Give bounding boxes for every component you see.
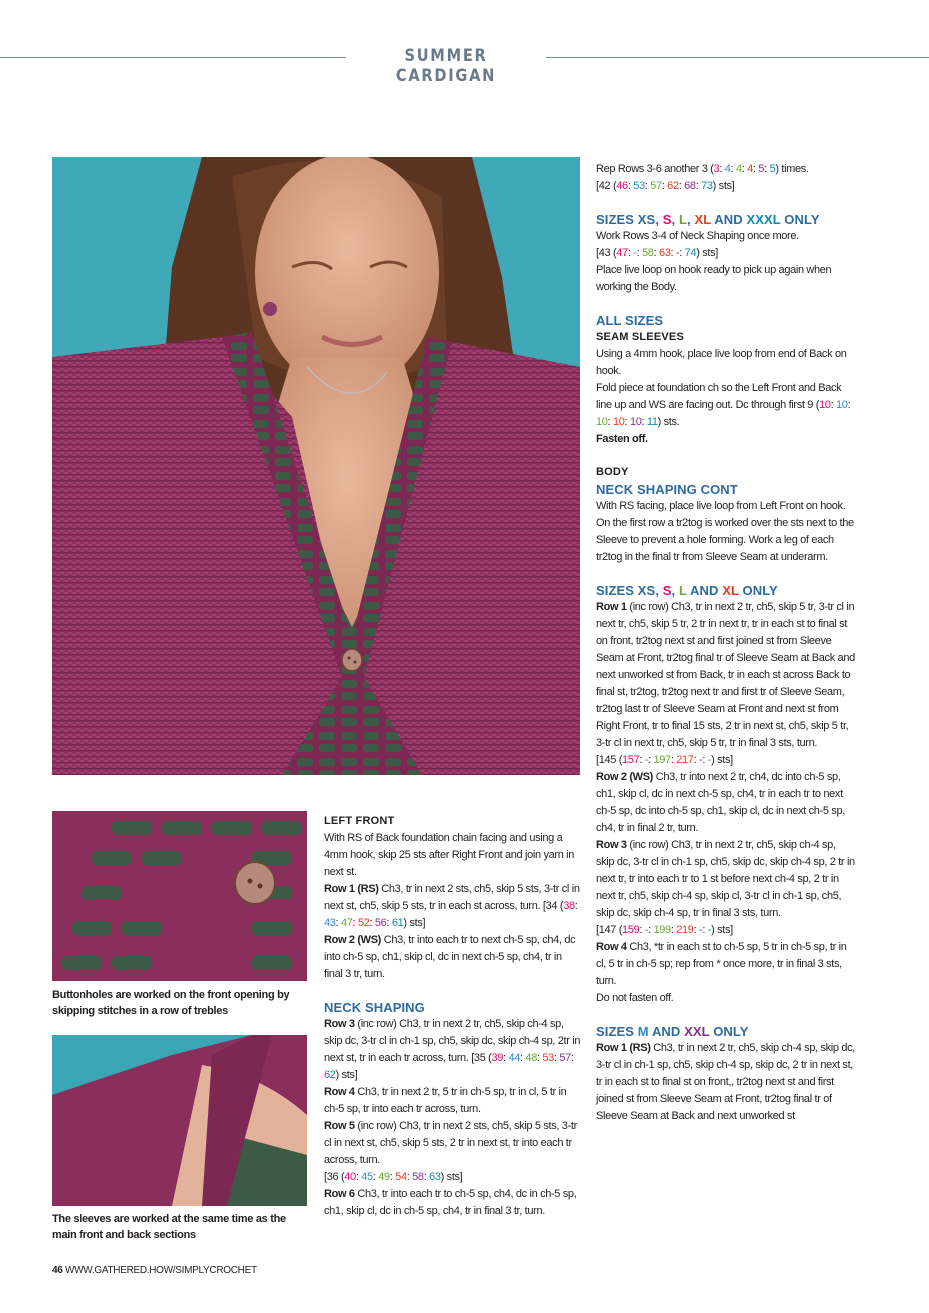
page-number: 46: [52, 1265, 63, 1276]
neck-shaping-heading: NECK SHAPING: [324, 1000, 425, 1015]
buttonholes-photo-illustration: [52, 811, 307, 981]
body-row4-text2: Do not fasten off.: [596, 992, 674, 1004]
seam-sleeves-heading: SEAM SLEEVES: [596, 331, 684, 343]
left-front-column: [324, 813, 582, 1220]
body-text: With RS facing, place live loop from Left Front on hook.: [596, 500, 846, 512]
buttonholes-photo: [52, 811, 307, 981]
neck-shaping-row5: Row 5 (inc row) Ch3, tr in next 2 sts, ch5, skip 5 sts, 3-tr cl in next st, ch5, skip 5 sts, 2 tr in next st, tr into each tr across, turn.: [324, 1120, 577, 1166]
left-front-heading: LEFT FRONT: [324, 815, 395, 827]
fasten-off: Fasten off.: [596, 433, 648, 445]
neck-shaping-row5-count: [36 (40: 45: 49: 54: 58: 63) sts]: [324, 1171, 463, 1183]
m-row1: Row 1 (RS) Ch3, tr in next 2 tr, ch5, skip ch-4 sp, skip dc, 3-tr cl in ch-1 sp, ch5, skip ch-4 sp, skip dc, 2 tr in next st, tr in each st to final st on front,, tr2tog next st and first joined st from Sleeve Seam at Front, tr2tog final tr of Sleeve Seam at Back and next unworked st: [596, 1042, 856, 1122]
sleeves-photo: [52, 1035, 307, 1206]
left-front-row1: Row 1 (RS) Ch3, tr in next 2 sts, ch5, skip 5 sts, 3-tr cl in next st, ch5, skip 5 sts, tr in each st across, turn. [34 (38: 43: 47: 52: 56: 61) sts]: [324, 883, 580, 929]
page-footer: [52, 1265, 257, 1276]
neck-shaping-row3: Row 3 (inc row) Ch3, tr in next 2 tr, ch5, skip ch-4 sp, skip dc, 3-tr cl in ch-1 sp, ch5, skip dc, skip ch-4 sp, 2tr in next st, tr in each tr across, turn. [35 (39: 44: 48: 53: 57: 62) sts]: [324, 1018, 581, 1081]
sizes1-count: [43 (47: -: 58: 63: -: 74) sts]: [596, 247, 718, 259]
body-text2: On the first row a tr2tog is worked over the sts next to the Sleeve to prevent a hole forming. Work a leg of each tr2tog in the final tr from Sleeve Seam at underarm.: [596, 517, 854, 563]
seam-text: Using a 4mm hook, place live loop from end of Back on hook.: [596, 348, 847, 377]
neck-shaping-row6: Row 6 Ch3, tr into each tr to ch-5 sp, ch4, dc in ch-5 sp, ch1, skip cl, dc in ch-5 sp, ch4, tr in final 3 tr, turn.: [324, 1188, 577, 1217]
neck-shaping-cont-heading: NECK SHAPING CONT: [596, 482, 738, 497]
buttonholes-caption: Buttonholes are worked on the front opening by skipping stitches in a row of trebles: [52, 989, 290, 1017]
sizes1-text2: Place live loop on hook ready to pick up again when working the Body.: [596, 264, 832, 293]
hero-photo: [52, 157, 580, 775]
sizes-heading-2: SIZES XS, S, L AND XL ONLY: [596, 583, 778, 598]
sleeves-caption: The sleeves are worked at the same time as the main front and back sections: [52, 1213, 286, 1241]
left-front-intro: With RS of Back foundation chain facing and using a 4mm hook, skip 25 sts after Right Front and join yarn in next st.: [324, 832, 575, 878]
body-row1: Row 1 (inc row) Ch3, tr in next 2 tr, ch5, skip 5 tr, 3-tr cl in next tr, ch5, skip 5 tr, 2 tr in next tr, tr in each st to final st on front, tr2tog next st and first joined st from Sleeve Seam at Front, tr2tog final tr of Sleeve Seam at Back and next unworked st from Back, tr in each st across Back to final st, tr2tog, tr2tog next tr and first tr of Sleeve Seam, tr2tog last tr of Sleeve Seam at Front and next st from Right Front, tr to final 15 sts, 2 tr in next st, ch5, skip 5 tr, 3-tr cl in next tr, ch5, skip 5 tr, tr in final 3 sts, turn.: [596, 601, 855, 749]
body-heading: BODY: [596, 466, 629, 478]
hero-photo-illustration: [52, 157, 580, 775]
header-rule-left: [0, 57, 346, 58]
footer-url[interactable]: WWW.GATHERED.HOW/SIMPLYCROCHET: [65, 1265, 257, 1276]
sizes1-text: Work Rows 3-4 of Neck Shaping once more.: [596, 230, 799, 242]
sleeves-photo-illustration: [52, 1035, 307, 1206]
seam-text2: Fold piece at foundation ch so the Left Front and Back line up and WS are facing out. Dc through first 9 (10: 10: 10: 10: 10: 11) sts.: [596, 382, 851, 428]
sizes-heading-3: SIZES M AND XXL ONLY: [596, 1024, 749, 1039]
repeat-rows-count: [42 (46: 53: 57: 62: 68: 73) sts]: [596, 180, 735, 192]
body-row1-count: [145 (157: -: 197: 217: -: -) sts]: [596, 754, 733, 766]
left-front-row2: Row 2 (WS) Ch3, tr into each tr to next ch-5 sp, ch4, dc into ch-5 sp, ch1, skip cl, dc in next ch-5 sp, ch4, tr in final 3 tr, turn.: [324, 934, 576, 980]
repeat-rows: Rep Rows 3-6 another 3 (3: 4: 4: 4: 5: 5) times.: [596, 163, 809, 175]
page-title: SUMMER CARDIGAN: [395, 46, 497, 86]
header-rule-right: [546, 57, 929, 58]
body-row4: Row 4 Ch3, *tr in each st to ch-5 sp, 5 tr in ch-5 sp, tr in cl, 5 tr in ch-5 sp; rep from * once more, tr in final 3 sts, turn.: [596, 941, 847, 987]
neck-shaping-row4: Row 4 Ch3, tr in next 2 tr, 5 tr in ch-5 sp, tr in cl, 5 tr in ch-5 sp, tr into each tr across, turn.: [324, 1086, 567, 1115]
body-column: [596, 161, 856, 1125]
body-row3: Row 3 (inc row) Ch3, tr in next 2 tr, ch5, skip ch-4 sp, skip dc, 3-tr cl in ch-1 sp, ch5, skip dc, skip ch-4 sp, 2 tr in next tr, tr into each tr to 1 st before next ch-4 sp, 2 tr in next tr, ch5, skip ch-4 sp, skip cl, 3-tr cl in ch-1 sp, ch5, skip dc, skip ch-4 sp, tr in final 3 sts, turn.: [596, 839, 855, 919]
all-sizes-heading: ALL SIZES: [596, 313, 664, 328]
body-row3-count: [147 (159: -: 199: 219: -: -) sts]: [596, 924, 733, 936]
body-row2: Row 2 (WS) Ch3, tr into next 2 tr, ch4, dc into ch-5 sp, ch1, skip cl, dc in next ch-5 sp, ch4, tr in each tr to next ch-5 sp, dc into ch-5 sp, ch1, skip cl, dc in next ch-5 sp, ch4, tr in final 2 tr, turn.: [596, 771, 845, 834]
sizes-heading-1: SIZES XS, S, L, XL AND XXXL ONLY: [596, 212, 820, 227]
